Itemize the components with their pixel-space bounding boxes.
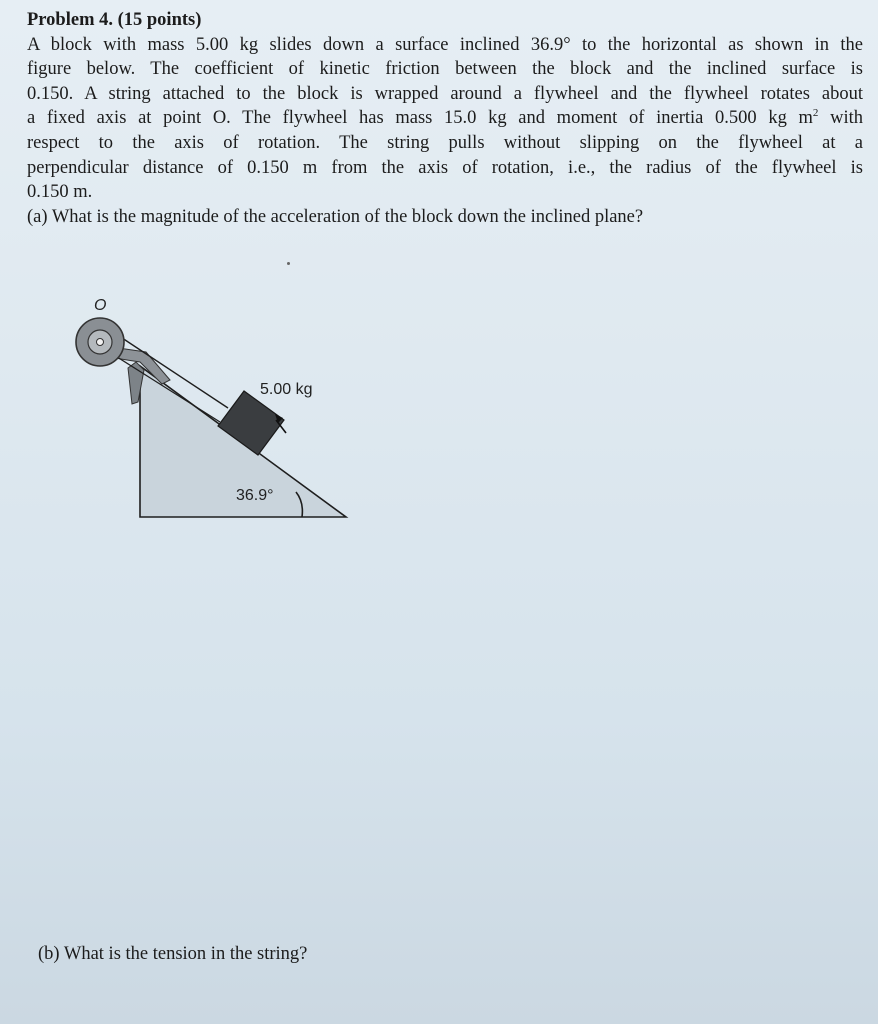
axis-label-o: O — [94, 297, 107, 314]
question-a: (a) What is the magnitude of the acceleration of the block down the inclined plane? — [27, 206, 644, 227]
problem-line-7: 0.150 m. — [27, 182, 93, 203]
problem-text — [27, 8, 863, 229]
problem-heading: Problem 4. (15 points) — [27, 10, 202, 30]
problem-line-4 — [27, 106, 863, 131]
problem-line-4-text: a fixed axis at point O. The flywheel has mass 15.0 kg and moment of inertia 0.500 kg m — [27, 108, 813, 129]
incline-figure — [70, 290, 370, 530]
problem-line-1: A block with mass 5.00 kg slides down a surface inclined 36.9° to the horizontal as shown in the — [27, 34, 863, 55]
question-b: (b) What is the tension in the string? — [38, 944, 308, 964]
problem-line-3: 0.150. A string attached to the block is wrapped around a flywheel and the flywheel rotates about — [27, 83, 863, 104]
problem-line-2: figure below. The coefficient of kinetic friction between the block and the inclined surface is — [27, 59, 863, 80]
stray-dot — [287, 262, 290, 265]
problem-line-6: perpendicular distance of 0.150 m from the axis of rotation, i.e., the radius of the flywheel is — [27, 157, 863, 178]
problem-line-5: respect to the axis of rotation. The string pulls without slipping on the flywheel at a — [27, 132, 863, 153]
angle-label: 36.9° — [236, 487, 274, 504]
mass-label: 5.00 kg — [260, 381, 313, 398]
flywheel-axle — [97, 339, 104, 346]
problem-line-4-tail: with — [818, 108, 863, 129]
squared-superscript: 2 — [812, 107, 819, 120]
